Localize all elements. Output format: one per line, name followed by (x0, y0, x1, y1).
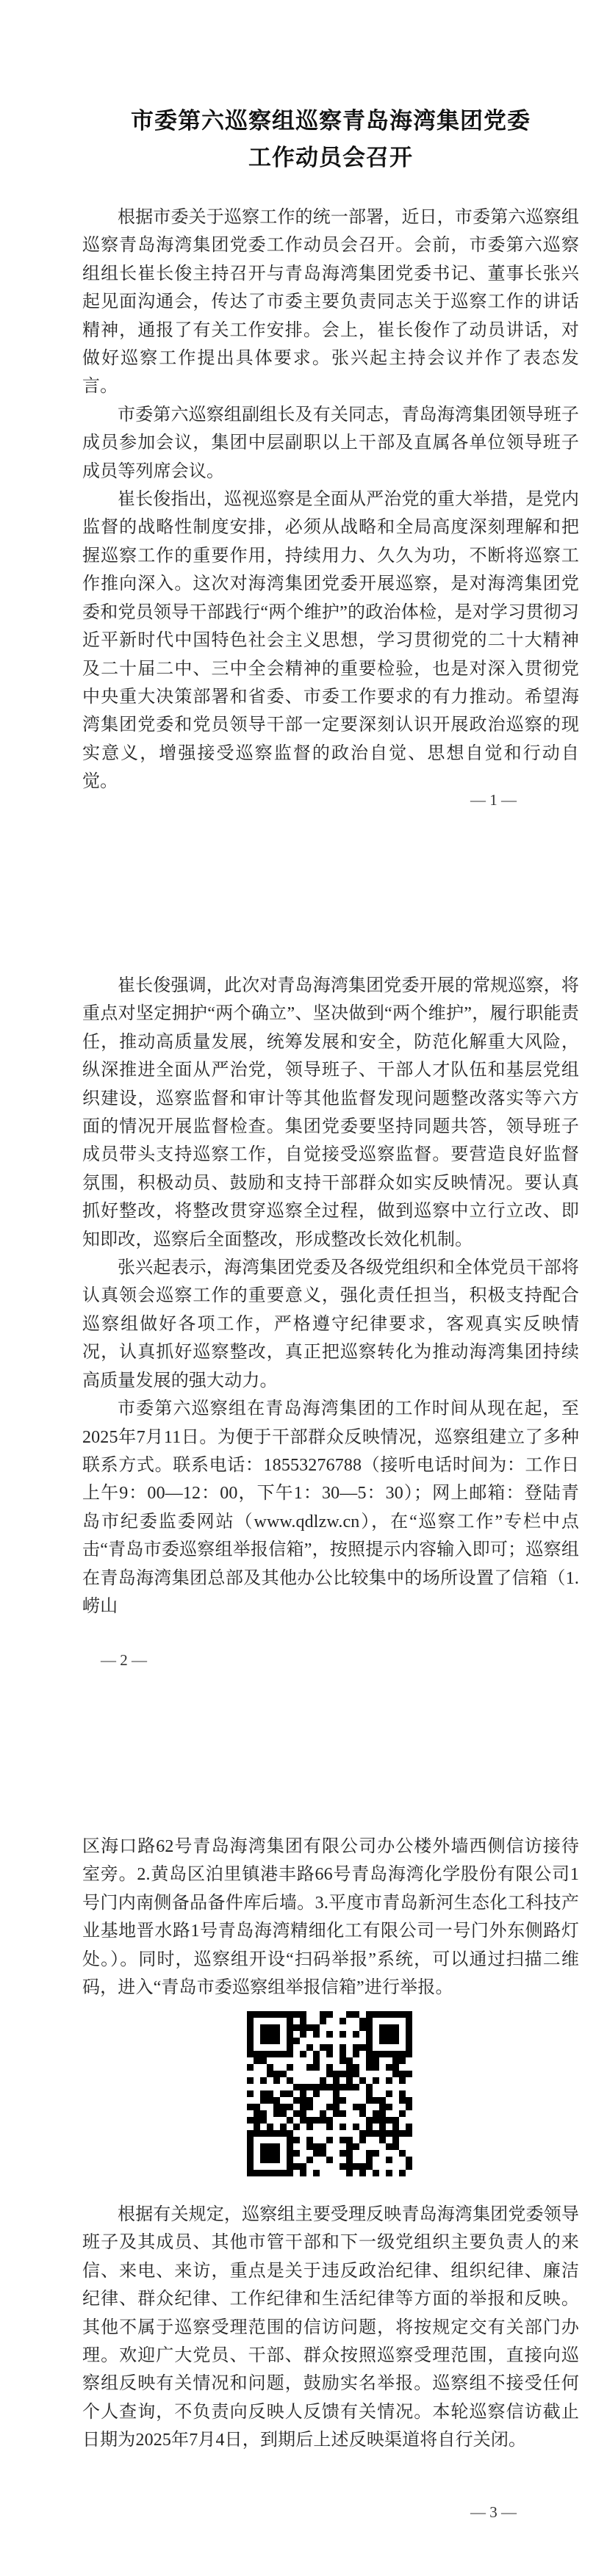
document-title-line2: 工作动员会召开 (248, 145, 413, 170)
page-2 (0, 859, 607, 1717)
document-title-line1: 市委第六巡察组巡察青岛海湾集团党委 (131, 108, 531, 134)
qr-code-icon (247, 2011, 412, 2176)
paragraph-2: 市委第六巡察组副组长及有关同志，青岛海湾集团领导班子成员参加会议，集团中层副职以上干部及直属各单位领导班子成员等列席会议。 (82, 405, 579, 481)
page-3-body-bottom (82, 2201, 579, 2455)
page-3-body-top (82, 1833, 579, 2002)
paragraph-1: 根据市委关于巡察工作的统一部署，近日，市委第六巡察组巡察青岛海湾集团党委工作动员会召开。会前，市委第六巡察组组长崔长俊主持召开与青岛海湾集团党委书记、董事长张兴起见面沟通会，传达了市委主要负责同志关于巡察工作的讲话精神，通报了有关工作安排。会上，崔长俊作了动员讲话，对做好巡察工作提出具体要求。张兴起主持会议并作了表态发言。 (82, 208, 579, 397)
paragraph-4: 崔长俊强调，此次对青岛海湾集团党委开展的常规巡察，将重点对坚定拥护“两个确立”、坚决做到“两个维护”，履行职能责任，推动高质量发展，统筹发展和安全，防范化解重大风险，纵深推进全面从严治党，领导班子、干部人才队伍和基层党组织建设，巡察监督和审计等其他监督发现问题整改落实等六方面的情况开展监督检查。集团党委要坚持同题共答，领导班子成员带头支持巡察工作，自觉接受巡察监督。要营造良好监督氛围，积极动员、鼓励和支持干部群众如实反映情况。要认真抓好整改，将整改贯穿巡察全过程，做到巡察中立行立改、即知即改，巡察后全面整改，形成整改长效化机制。 (82, 976, 579, 1249)
page-1 (0, 0, 607, 859)
page-2-body (82, 972, 579, 1620)
page-number-1: — 1 — (470, 791, 517, 809)
page-1-body (82, 203, 579, 796)
page-3 (0, 1717, 607, 2576)
paragraph-5: 张兴起表示，海湾集团党委及各级党组织和全体党员干部将认真领会巡察工作的重要意义，强化责任担当，积极支持配合巡察组做好各项工作，严格遵守纪律要求，客观真实反映情况，认真抓好巡察整改，真正把巡察转化为推动海湾集团持续高质量发展的强大动力。 (82, 1258, 579, 1390)
paragraph-6-part2: 区海口路62号青岛海湾集团有限公司办公楼外墙西侧信访接待室旁。2.黄岛区泊里镇港丰路66号青岛海湾化学股份有限公司1号门内南侧备品备件库后墙。3.平度市青岛新河生态化工科技产业基地晋水路1号青岛海湾精细化工有限公司一号门外东侧路灯处。）。同时，巡察组开设“扫码举报”系统，可以通过扫描二维码，进入“青岛市委巡察组举报信箱”进行举报。 (82, 1837, 579, 1998)
paragraph-6-part1: 市委第六巡察组在青岛海湾集团的工作时间从现在起，至2025年7月11日。为便于干部群众反映情况，巡察组建立了多种联系方式。联系电话：18553276788（接听电话时间为：工作日上午9：00—12：00，下午1：30—5：30）；网上邮箱：登陆青岛市纪委监委网站（www.qdlzw.cn），在“巡察工作”专栏中点击“青岛市委巡察组举报信箱”，按照提示内容输入即可；巡察组在青岛海湾集团总部及其他办公比较集中的场所设置了信箱（1.崂山 (82, 1399, 579, 1616)
paragraph-7: 根据有关规定，巡察组主要受理反映青岛海湾集团党委领导班子及其成员、其他市管干部和下一级党组织主要负责人的来信、来电、来访，重点是关于违反政治纪律、组织纪律、廉洁纪律、群众纪律、工作纪律和生活纪律等方面的举报和反映。其他不属于巡察受理范围的信访问题，将按规定交有关部门办理。欢迎广大党员、干部、群众按照巡察受理范围，直接向巡察组反映有关情况和问题，鼓励实名举报。巡察组不接受任何个人查询，不负责向反映人反馈有关情况。本轮巡察信访截止日期为2025年7月4日，到期后上述反映渠道将自行关闭。 (82, 2205, 579, 2450)
document-title (82, 103, 579, 176)
page-number-3: — 3 — (470, 2503, 517, 2521)
paragraph-3: 崔长俊指出，巡视巡察是全面从严治党的重大举措，是党内监督的战略性制度安排，必须从战略和全局高度深刻理解和把握巡察工作的重要作用，持续用力、久久为功，不断将巡察工作推向深入。这次对海湾集团党委开展巡察，是对海湾集团党委和党员领导干部践行“两个维护”的政治体检，是对学习贯彻习近平新时代中国特色社会主义思想，学习贯彻党的二十大精神及二十届二中、三中全会精神的重要检验，也是对深入贯彻党中央重大决策部署和省委、市委工作要求的有力推动。希望海湾集团党委和党员领导干部一定要深刻认识开展政治巡察的现实意义，增强接受巡察监督的政治自觉、思想自觉和行动自觉。 (82, 490, 579, 792)
qr-code-image (247, 2011, 412, 2176)
page-number-2: — 2 — (101, 1651, 147, 1669)
